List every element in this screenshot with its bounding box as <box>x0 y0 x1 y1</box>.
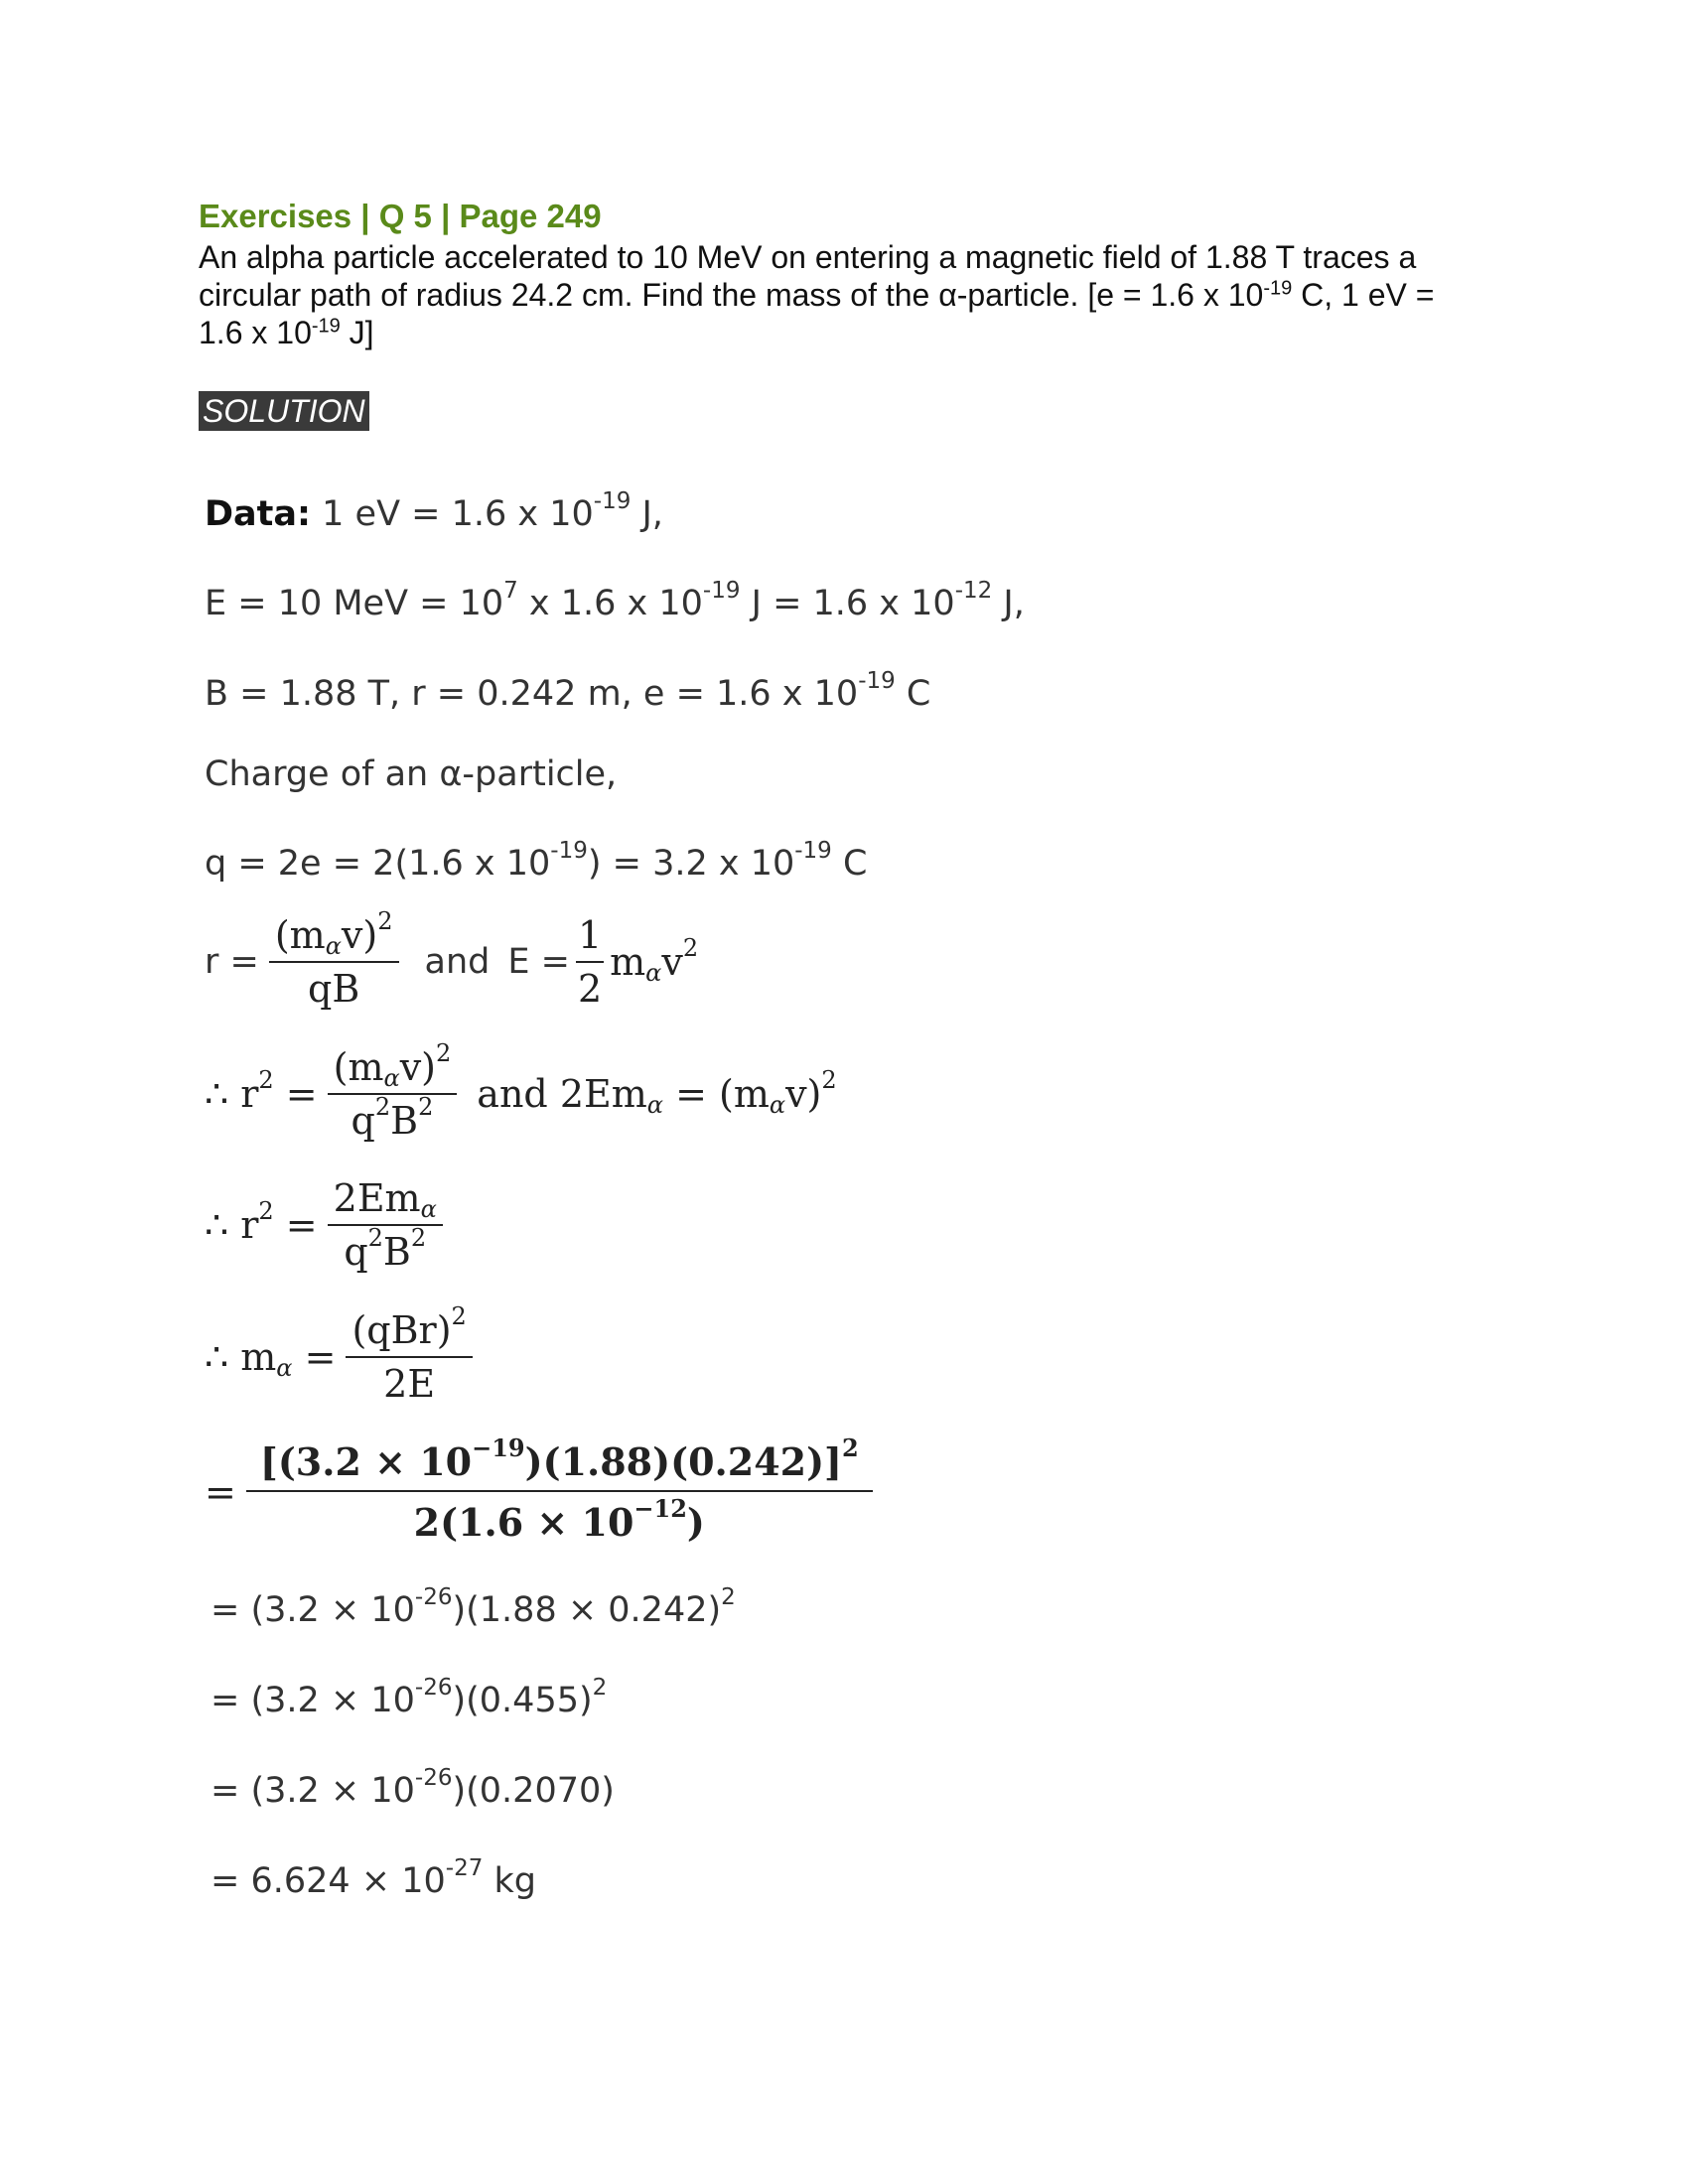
r2-denominator: $q^2B^2$ <box>351 1092 434 1143</box>
question-line-3: 1.6 x 10 <box>199 315 312 350</box>
question-line-3-end: J] <box>340 315 374 350</box>
r2b-numerator: $2Em_\alpha$ <box>328 1176 443 1226</box>
step-1-exponent: -26 <box>414 1583 453 1610</box>
question-line-1: An alpha particle accelerated to 10 MeV on entering a magnetic field of 1.88 T traces a <box>199 239 1417 275</box>
data-line-2-text-c: J = 1.6 x 10 <box>740 584 955 623</box>
data-label: Data: <box>205 494 312 534</box>
substitution-fraction <box>246 1433 873 1545</box>
question-text <box>199 238 1549 351</box>
step-line-3 <box>211 1764 615 1811</box>
solution-label: SOLUTION <box>199 391 369 431</box>
data-line-2-text-b: x 1.6 x 10 <box>517 584 703 623</box>
and-text: and <box>424 942 491 982</box>
step-line-1 <box>211 1583 736 1630</box>
energy-rhs: $m_\alpha v^2$ <box>610 933 699 987</box>
data-line-2 <box>205 577 1025 623</box>
final-answer <box>211 1854 536 1901</box>
q-line-end: C <box>831 844 868 884</box>
question-line-3-exponent: -19 <box>311 315 341 338</box>
radius-numerator: $(m_\alpha v)^2$ <box>269 913 399 963</box>
data-line-3 <box>205 667 931 714</box>
question-line-2: circular path of radius 24.2 cm. Find the mass of the α-particle. [e = 1.6 x 10 <box>199 277 1264 313</box>
q-line-exponent-1: -19 <box>550 837 588 864</box>
q-line-text-b: ) = 3.2 x 10 <box>587 844 795 884</box>
data-line-2-exponent-3: -12 <box>954 577 993 604</box>
final-answer-exponent: -27 <box>445 1854 484 1881</box>
substitution-equals: = <box>205 1470 236 1514</box>
step-2-text: = (3.2 × 10 <box>211 1681 415 1720</box>
data-line-2-exponent-2: -19 <box>702 577 741 604</box>
data-line-1-end: J, <box>631 494 663 534</box>
final-answer-text: = 6.624 × 10 <box>211 1861 446 1901</box>
step-2-text-b: )(0.455) <box>452 1681 593 1720</box>
data-line-1 <box>205 487 663 534</box>
step-1-square: 2 <box>721 1583 736 1610</box>
r2-lhs: ∴ $r^2$ = <box>205 1065 318 1116</box>
question-line-2-end: C, 1 eV = <box>1292 277 1435 313</box>
energy-lhs: E = <box>507 942 570 982</box>
data-line-3-end: C <box>895 674 931 714</box>
radius-denominator: qB <box>308 967 360 1011</box>
data-line-3-text: B = 1.88 T, r = 0.242 m, e = 1.6 x 10 <box>205 674 859 714</box>
mass-lhs: ∴ $m_\alpha$ = <box>205 1335 337 1382</box>
data-line-1-text: 1 eV = 1.6 x 10 <box>311 494 594 534</box>
question-line-2-exponent: -19 <box>1263 277 1293 300</box>
radius-fraction <box>269 906 399 1011</box>
q-line <box>205 837 868 884</box>
radius-lhs: r = <box>205 942 259 982</box>
substitution-denominator: $2(1.6 \times 10^{-12})$ <box>413 1493 705 1545</box>
mass-formula <box>205 1301 479 1406</box>
r2-fraction <box>328 1038 458 1143</box>
step-line-2 <box>211 1674 608 1720</box>
data-line-3-exponent: -19 <box>858 667 896 694</box>
radius-equation <box>205 906 699 1011</box>
q-line-exponent-2: -19 <box>794 837 832 864</box>
step-2-exponent: -26 <box>414 1674 453 1701</box>
step-3-exponent: -26 <box>414 1764 453 1791</box>
final-answer-unit: kg <box>483 1861 536 1901</box>
r2b-denominator: $q^2B^2$ <box>344 1223 427 1274</box>
data-line-2-end: J, <box>992 584 1025 623</box>
q-line-text: q = 2e = 2(1.6 x 10 <box>205 844 551 884</box>
mass-fraction <box>346 1301 472 1406</box>
data-line-2-text: E = 10 MeV = 10 <box>205 584 504 623</box>
mass-numerator: (qBr)$^2$ <box>346 1308 472 1358</box>
r2b-fraction <box>328 1176 443 1274</box>
charge-line: Charge of an α-particle, <box>205 754 618 794</box>
question-header <box>199 195 1549 351</box>
r2-numerator: $(m_\alpha v)^2$ <box>328 1045 458 1095</box>
radius-squared-energy-equation <box>205 1176 449 1274</box>
step-1-text: = (3.2 × 10 <box>211 1590 415 1630</box>
r2b-lhs: ∴ $r^2$ = <box>205 1196 318 1247</box>
mass-denominator: 2E <box>383 1362 436 1406</box>
exercise-heading: Exercises | Q 5 | Page 249 <box>199 198 602 234</box>
step-2-square: 2 <box>592 1674 608 1701</box>
substitution-equation <box>205 1433 879 1545</box>
kinetic-relation: and $2Em_\alpha = (m_\alpha v)^2$ <box>477 1065 837 1119</box>
radius-squared-equation <box>205 1038 837 1143</box>
step-3-text: = (3.2 × 10 <box>211 1771 415 1811</box>
step-1-text-b: )(1.88 × 0.242) <box>452 1590 722 1630</box>
data-line-1-exponent: -19 <box>593 487 632 514</box>
step-3-text-b: )(0.2070) <box>452 1771 615 1811</box>
data-line-2-exponent-1: 7 <box>503 577 518 604</box>
half-denominator: 2 <box>577 967 603 1011</box>
half-numerator: 1 <box>576 913 604 963</box>
substitution-numerator: $[(3.2 \times 10^{-19})(1.88)(0.242)]^2$ <box>246 1439 873 1492</box>
half-fraction <box>576 913 604 1011</box>
